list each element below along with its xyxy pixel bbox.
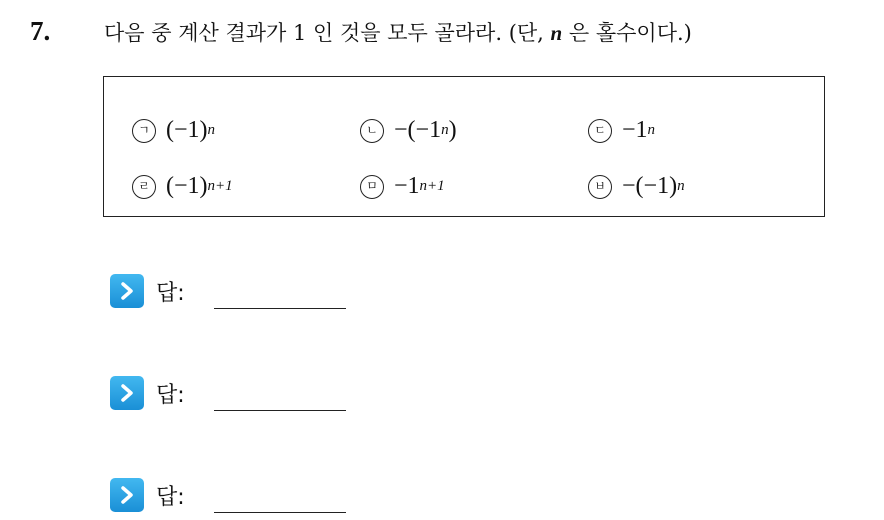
choice-marker-2: ㄴ [360,119,384,143]
choice-suffix-2: ) [448,117,457,143]
answer-label: 답: [156,382,185,408]
answer-label: 답: [156,280,185,306]
question-number: 7. [30,16,51,46]
choice-base-6: −(−1) [622,173,678,199]
choice-item-1 [132,117,215,144]
answer-blank-2[interactable] [214,410,346,411]
answer-label: 답: [156,484,185,510]
choice-item-6 [588,173,685,200]
answer-row-3 [110,478,185,512]
choice-marker-5: ㅁ [360,175,384,199]
choice-item-5 [360,173,445,200]
choice-item-3 [588,117,655,144]
choice-base-5: −1 [394,173,420,199]
choice-exp-6: n [677,178,685,194]
choices-box [103,76,825,217]
choice-base-2: −(−1 [394,117,442,143]
question-variable: n [550,21,563,45]
choice-base-4: (−1) [166,173,208,199]
answer-blank-1[interactable] [214,308,346,309]
choice-marker-3: ㄷ [588,119,612,143]
choice-base-1: (−1) [166,117,208,143]
chevron-right-icon [110,376,144,410]
question-text-before: 다음 중 계산 결과가 1 인 것을 모두 골라라. (단, [104,21,551,45]
choice-marker-6: ㅂ [588,175,612,199]
choice-exp-1: n [207,122,216,138]
question-text [104,17,692,47]
answer-row-1 [110,274,185,308]
choice-marker-4: ㄹ [132,175,156,199]
choice-item-4 [132,173,233,200]
answer-blank-3[interactable] [214,512,346,513]
answer-row-2 [110,376,185,410]
choice-exp-2: n [441,122,449,138]
question-text-after: 은 홀수이다.) [562,21,692,45]
choice-exp-4: n+1 [207,178,233,194]
choice-exp-3: n [647,122,656,138]
choice-marker-1: ㄱ [132,119,156,143]
choice-exp-5: n+1 [419,178,445,194]
choice-item-2 [360,117,457,144]
chevron-right-icon [110,274,144,308]
chevron-right-icon [110,478,144,512]
choice-base-3: −1 [622,117,648,143]
